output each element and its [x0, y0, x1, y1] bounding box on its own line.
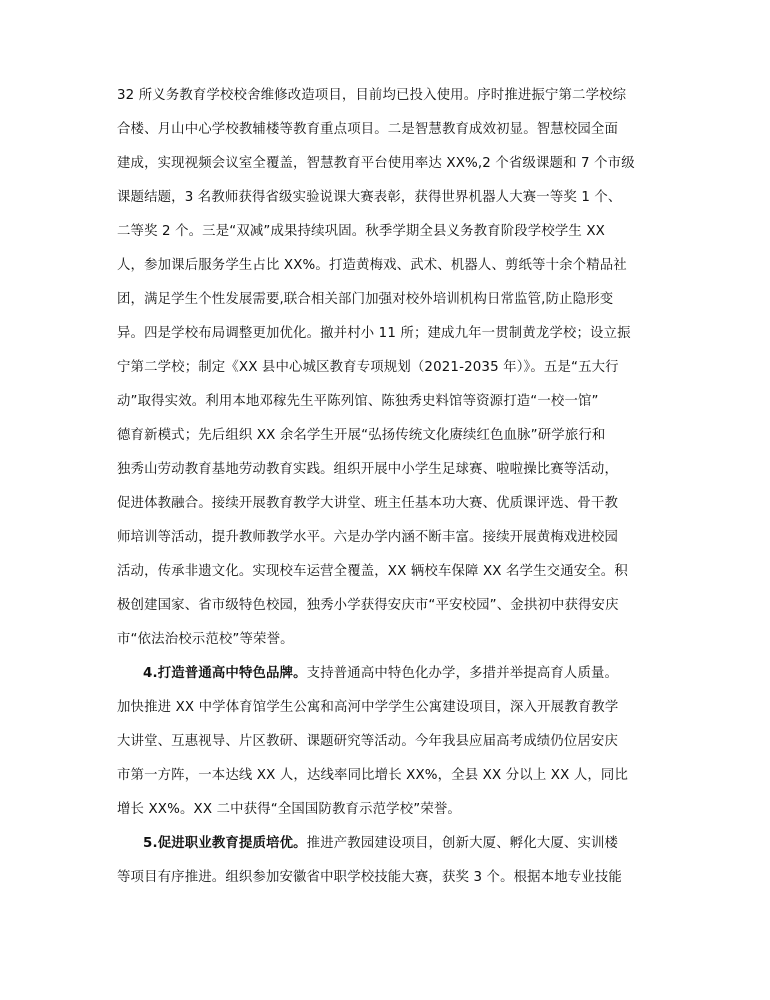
section-5-heading: 5.促进职业教育提质培优。: [143, 836, 307, 851]
text-line: 加快推进 XX 中学体育馆学生公寓和高河中学学生公寓建设项目，深入开展教育教学: [117, 700, 619, 715]
text-line: 活动，传承非遗文化。实现校车运营全覆盖，XX 辆校车保障 XX 名学生交通安全。积: [117, 564, 628, 579]
text-line: 市第一方阵，一本达线 XX 人，达线率同比增长 XX%，全县 XX 分以上 XX 人，同比: [117, 768, 628, 783]
text-line: 促进体教融合。接续开展教育教学大讲堂、班主任基本功大赛、优质课评选、骨干教: [117, 496, 619, 511]
text-line: 德育新模式；先后组织 XX 余名学生开展“弘扬传统文化赓续红色血脉”研学旅行和: [117, 428, 606, 443]
text-line: 等项目有序推进。组织参加安徽省中职学校技能大赛，获奖 3 个。根据本地专业技能: [117, 870, 622, 885]
text-line: 建成，实现视频会议室全覆盖，智慧教育平台使用率达 XX%,2 个省级课题和 7 个市级: [117, 156, 635, 171]
text-line: 合楼、月山中心学校教辅楼等教育重点项目。二是智慧教育成效初显。智慧校园全面: [117, 122, 619, 137]
section-4-heading: 4.打造普通高中特色品牌。: [143, 666, 307, 681]
text-line: 增长 XX%。XX 二中获得“全国国防教育示范学校”荣誉。: [117, 802, 461, 817]
text-line: 二等奖 2 个。三是“双减”成果持续巩固。秋季学期全县义务教育阶段学校学生 XX: [117, 224, 606, 239]
section-5-lead-text: 推进产教园建设项目，创新大厦、孵化大厦、实训楼: [306, 836, 619, 851]
text-line: 人，参加课后服务学生占比 XX%。打造黄梅戏、武术、机器人、剪纸等十余个精品社: [117, 258, 627, 273]
text-line: 独秀山劳动教育基地劳动教育实践。组织开展中小学生足球赛、啦啦操比赛等活动，: [117, 462, 619, 477]
section-4-lead-text: 支持普通高中特色化办学，多措并举提高育人质量。: [306, 666, 619, 681]
text-line: 32 所义务教育学校校舍维修改造项目，目前均已投入使用。序时推进振宁第二学校综: [117, 88, 627, 103]
text-line: 师培训等活动，提升教师教学水平。六是办学内涵不断丰富。接续开展黄梅戏进校园: [117, 530, 619, 545]
text-line: 团，满足学生个性发展需要,联合相关部门加强对校外培训机构日常监管,防止隐形变: [117, 292, 614, 307]
text-line: 极创建国家、省市级特色校园，独秀小学获得安庆市“平安校园”、金拱初中获得安庆: [117, 598, 619, 613]
text-line: 宁第二学校；制定《XX 县中心城区教育专项规划（2021-2035 年）》。五是“五大行: [117, 360, 619, 375]
text-line: 动”取得实效。利用本地邓稼先生平陈列馆、陈独秀史料馆等资源打造“一校一馆”: [117, 394, 599, 409]
text-line: 大讲堂、互惠视导、片区教研、课题研究等活动。今年我县应届高考成绩仍位居安庆: [117, 734, 619, 749]
text-line: 课题结题，3 名教师获得省级实验说课大赛表彰，获得世界机器人大赛一等奖 1 个、: [117, 190, 622, 205]
text-line: 异。四是学校布局调整更加优化。撤并村小 11 所；建成九年一贯制黄龙学校；设立振: [117, 326, 631, 341]
section-5-first-line: [143, 833, 657, 855]
section-4-first-line: [143, 663, 657, 685]
text-line: 市“依法治校示范校”等荣誉。: [117, 632, 294, 647]
